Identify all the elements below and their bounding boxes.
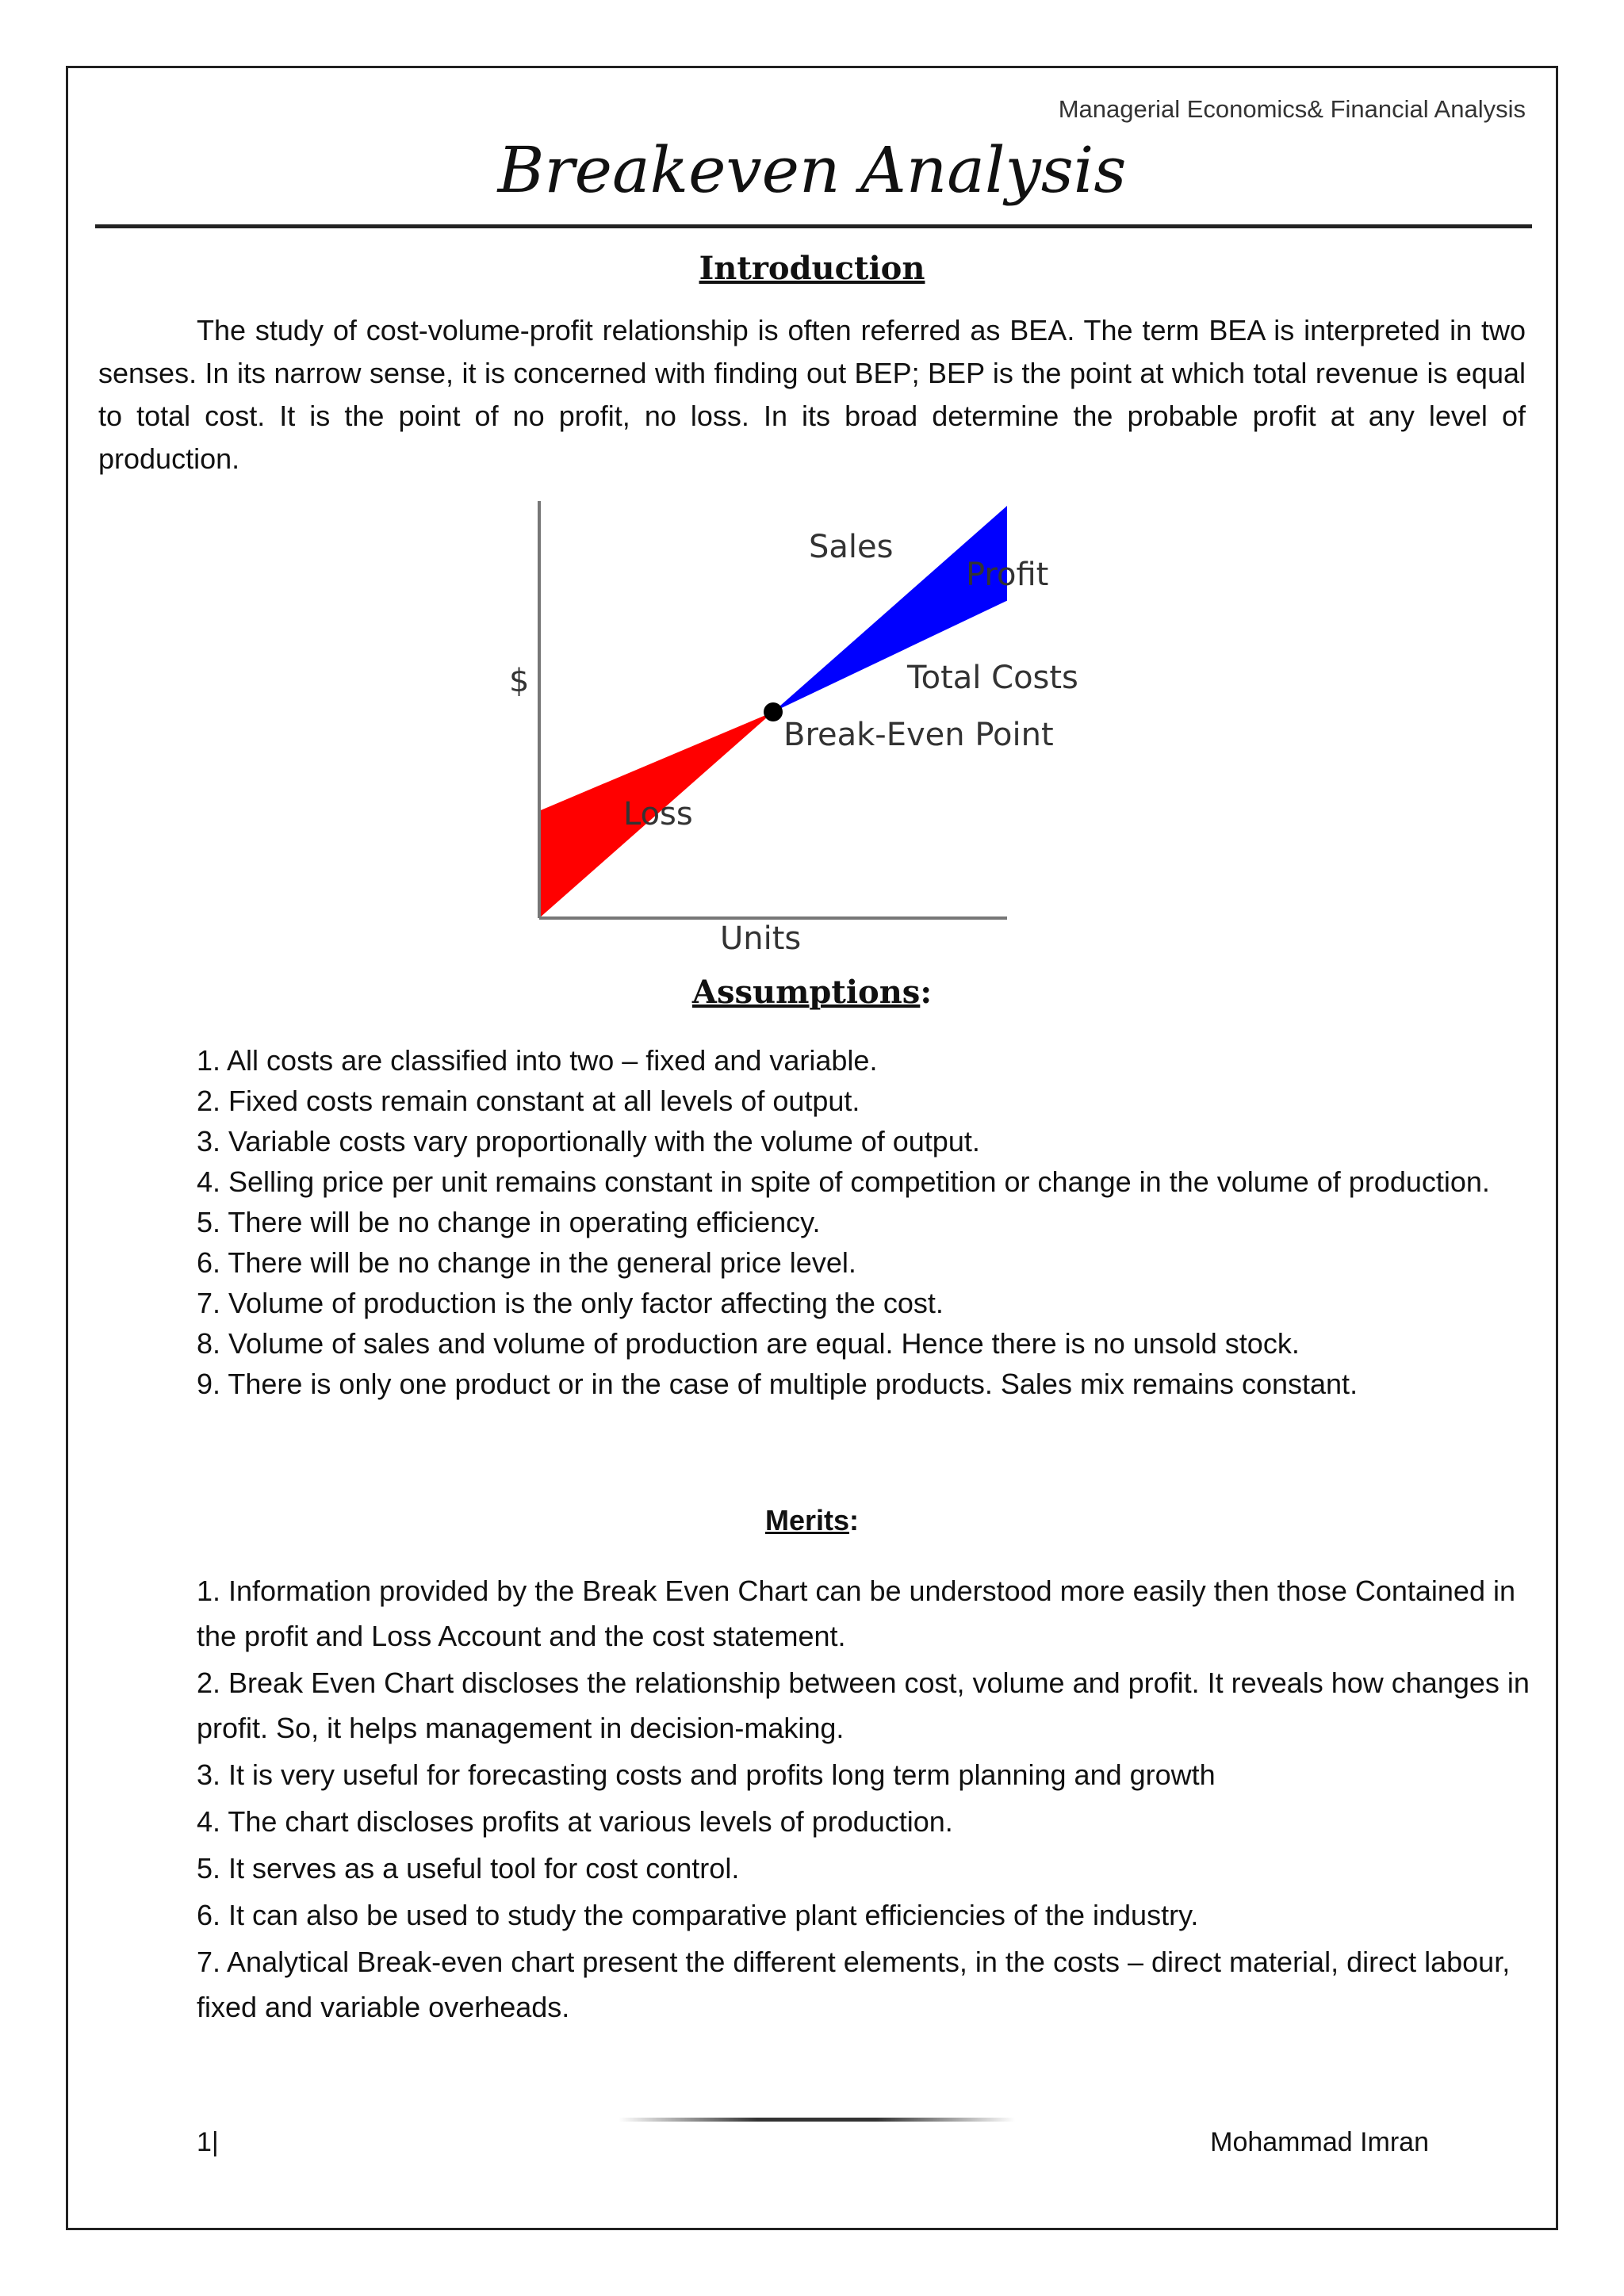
list-item: 5. There will be no change in operating efficiency. (197, 1206, 821, 1238)
list-item: 1. Information provided by the Break Even Chart can be understood more easily then those Contained in the profit and Loss Account and the cost statement. (197, 1575, 1515, 1652)
x-axis-label: Units (720, 920, 802, 957)
list-item: 4. The chart discloses profits at various levels of production. (197, 1805, 953, 1838)
list-item: 4. Selling price per unit remains constant in spite of competition or change in the volume of production. (197, 1165, 1490, 1198)
merits-heading (0, 1504, 1624, 1537)
list-item: 8. Volume of sales and volume of production are equal. Hence there is no unsold stock. (197, 1327, 1300, 1360)
total-costs-label: Total Costs (907, 660, 1078, 696)
break-even-point-label: Break-Even Point (783, 717, 1054, 753)
list-item: 1. All costs are classified into two – fixed and variable. (197, 1044, 878, 1077)
footer-divider (619, 2118, 1015, 2122)
merits-heading-text: Merits (764, 1504, 850, 1536)
list-item: 7. Analytical Break-even chart present the different elements, in the costs – direct material, direct labour, fixed and variable overheads. (197, 1946, 1511, 2023)
introduction-heading-text: Introduction (699, 250, 925, 287)
assumptions-heading (0, 974, 1624, 1011)
profit-label: Profit (966, 557, 1049, 593)
assumptions-list (197, 1040, 1537, 1404)
list-item: 3. It is very useful for forecasting costs and profits long term planning and growth (197, 1758, 1216, 1791)
merits-list (197, 1568, 1537, 2031)
author-name: Mohammad Imran (1210, 2127, 1429, 2157)
list-item: 5. It serves as a useful tool for cost control. (197, 1852, 740, 1885)
list-item: 9. There is only one product or in the case of multiple products. Sales mix remains constant. (197, 1368, 1358, 1400)
assumptions-heading-text: Assumptions (691, 974, 921, 1011)
merits-heading-colon: : (849, 1504, 860, 1536)
y-axis-label: $ (509, 663, 530, 699)
assumptions-heading-colon: : (920, 974, 933, 1011)
introduction-paragraph: The study of cost-volume-profit relationship is often referred as BEA. The term BEA is interpreted in two senses. In its narrow sense, it is concerned with finding out BEP; BEP is the point at which total revenue is equal to total cost. It is the point of no profit, no loss. In its broad determine the probable profit at any level of production. (98, 314, 1526, 475)
sales-label: Sales (809, 529, 894, 565)
page-title: Breakeven Analysis (497, 133, 1127, 207)
title-divider (95, 224, 1532, 228)
list-item: 2. Fixed costs remain constant at all levels of output. (197, 1085, 860, 1117)
chart-marks (539, 501, 1007, 918)
list-item: 2. Break Even Chart discloses the relationship between cost, volume and profit. It reveals how changes in profit. So, it helps management in decision-making. (197, 1667, 1530, 1744)
page-number: 1| (197, 2127, 219, 2157)
list-item: 7. Volume of production is the only factor affecting the cost. (197, 1287, 944, 1319)
running-header: Managerial Economics& Financial Analysis (1058, 95, 1526, 123)
list-item: 3. Variable costs vary proportionally with the volume of output. (197, 1125, 980, 1158)
list-item: 6. It can also be used to study the comparative plant efficiencies of the industry. (197, 1899, 1199, 1931)
introduction-heading (0, 250, 1624, 287)
list-item: 6. There will be no change in the general price level. (197, 1246, 856, 1279)
break-even-point (764, 702, 783, 721)
loss-label: Loss (623, 796, 693, 832)
breakeven-chart (492, 499, 1126, 959)
